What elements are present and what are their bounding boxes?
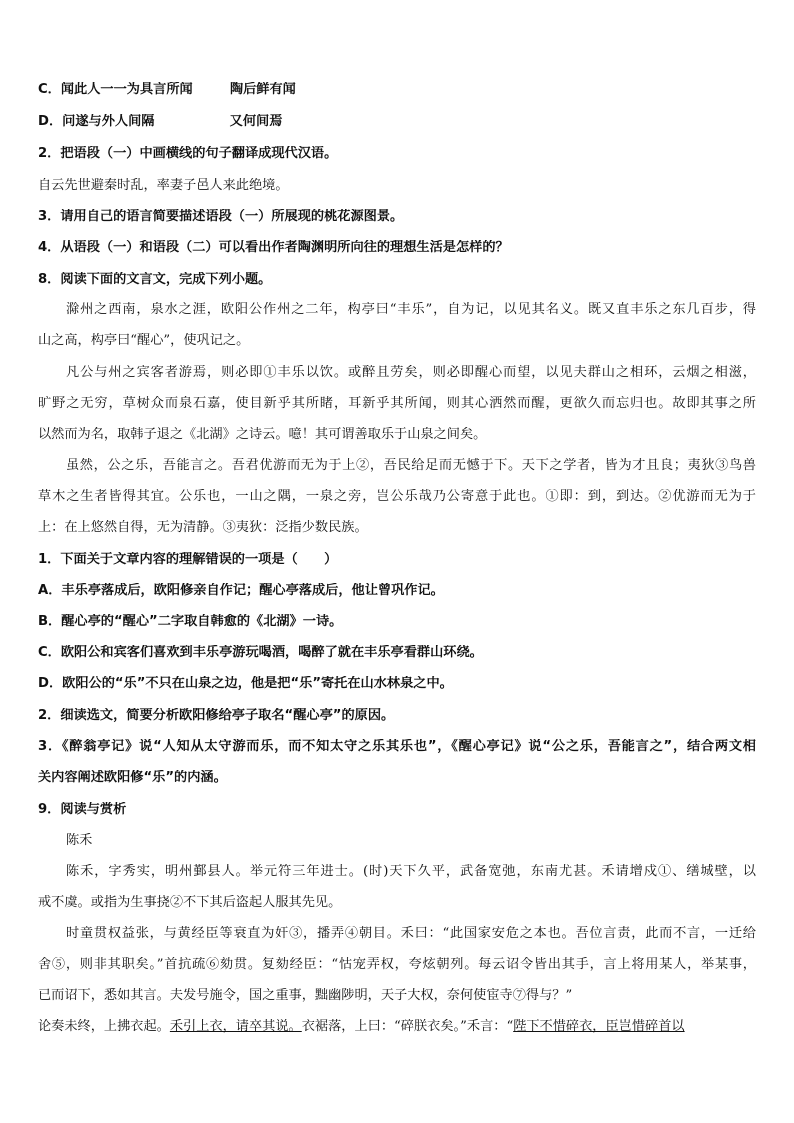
chenhe-p3-text-a: 论奏未终，上拂衣起。 <box>38 1019 170 1034</box>
passage-p3-line1: 虽然，公之乐，吾能言之。吾君优游而无为于上②，吾民给足而无憾于下。天下之学者，皆为才且良；夷狄③鸟兽 <box>66 458 756 473</box>
annotation-line: 上：在上悠然自得，无为清静。③夷狄：泛指少数民族。 <box>38 520 368 535</box>
chenhe-p2-line3: 已而诏下，悉如其言。夫发号施令，国之重事，黜幽陟明，天子大权，奈何使宦寺⑦得与？” <box>38 988 573 1003</box>
question-3-line1: 3．《醉翁亭记》说“人知从太守游而乐，而不知太守之乐其乐也”，《醒心亭记》说“公之乐，吾能言之”，结合两文相 <box>38 739 756 754</box>
option-d-right: 又何间焉 <box>229 114 283 129</box>
option-c-left: C．闻此人一一为具言所闻 <box>38 82 193 97</box>
choice-b: B．醒心亭的“醒心”二字取自韩愈的《北湖》一诗。 <box>38 614 343 629</box>
option-c-row <box>38 82 756 98</box>
question-3-line2: 关内容阐述欧阳修“乐”的内涵。 <box>38 770 227 785</box>
choice-d: D．欧阳公的“乐”不只在山泉之边，他是把“乐”寄托在山水林泉之中。 <box>38 676 453 691</box>
option-d-row <box>38 114 756 130</box>
section-9-heading: 9．阅读与赏析 <box>38 802 127 817</box>
chenhe-p1-line2: 戒不虞。或指为生事挠②不下其后盗起人服其先见。 <box>38 895 342 910</box>
option-d-left: D．问遂与外人间隔 <box>38 114 155 129</box>
chenhe-p2-line1: 时童贯权益张，与黄经臣等衰直为奸③，播弄④朝目。禾曰：“此国家安危之本也。吾位言责，此而不言，一迁给 <box>66 926 756 941</box>
question-2-translate: 2．把语段（一）中画横线的句子翻译成现代汉语。 <box>38 146 338 161</box>
option-c-right: 陶后鲜有闻 <box>229 82 296 97</box>
passage-p1-line1: 滁州之西南，泉水之涯，欧阳公作州之二年，构亭曰“丰乐”，自为记，以见其名义。既又直丰乐之东几百步，得 <box>66 302 756 317</box>
chenhe-p2-line2: 舍⑤，则非其职矣。”首抗疏⑥劾贯。复劾经臣：“怙宠弄权，夸炫朝列。每云诏令皆出其手，言上将用某人，举某事， <box>38 957 756 972</box>
chenhe-p1-line1: 陈禾，字秀实，明州鄞县人。举元符三年进士。(时)天下久平，武备宽弛，东南尤甚。禾请增戍①、缮城壁，以 <box>66 864 756 879</box>
underlined-sentence-1: 禾引上衣，请卒其说。 <box>169 1019 302 1034</box>
passage-p2-line1: 凡公与州之宾客者游焉，则必即①丰乐以饮。或醉且劳矣，则必即醒心而望，以见夫群山之相环，云烟之相滋， <box>66 365 756 380</box>
choice-a: A．丰乐亭落成后，欧阳修亲自作记；醒心亭落成后，他让曾巩作记。 <box>38 583 444 598</box>
section-8-heading: 8．阅读下面的文言文，完成下列小题。 <box>38 272 272 287</box>
underlined-sentence: 自云先世避秦时乱，率妻子邑人来此绝境。 <box>38 178 289 193</box>
question-4-ideal-life: 4．从语段（一）和语段（二）可以看出作者陶渊明所向往的理想生活是怎样的？ <box>38 240 509 255</box>
passage-title: 陈禾 <box>66 833 93 848</box>
choice-c: C．欧阳公和宾客们喜欢到丰乐亭游玩喝酒，喝醉了就在丰乐亭看群山环绕。 <box>38 645 483 660</box>
chenhe-p3-line1 <box>38 1019 756 1035</box>
chenhe-p3-text-b: 衣裾落，上曰：“碎朕衣矣。”禾言：“ <box>301 1019 514 1034</box>
passage-p1-line2: 山之高，构亭曰“醒心”，使巩记之。 <box>38 333 250 348</box>
question-2-analyze: 2．细读选文，简要分析欧阳修给亭子取名“醒心亭”的原因。 <box>38 708 395 723</box>
passage-p3-line2: 草木之生者皆得其宜。公乐也，一山之隅，一泉之旁，岂公乐哉乃公寄意于此也。①即：到，到达。②优游而无为于 <box>38 489 756 504</box>
passage-p2-line3: 以然而为名，取韩子退之《北湖》之诗云。噫！其可谓善取乐于山泉之间矣。 <box>38 427 487 442</box>
question-3-describe: 3．请用自己的语言简要描述语段（一）所展现的桃花源图景。 <box>38 209 404 224</box>
question-1-stem: 1．下面关于文章内容的理解错误的一项是（ ） <box>38 552 338 567</box>
underlined-sentence-2: 陛下不惜碎衣，臣岂惜碎首以 <box>513 1019 685 1034</box>
passage-p2-line2: 旷野之无穷，草树众而泉石嘉，使目新乎其所睹，耳新乎其所闻，则其心洒然而醒，更欲久而忘归也。故即其事之所 <box>38 396 756 411</box>
